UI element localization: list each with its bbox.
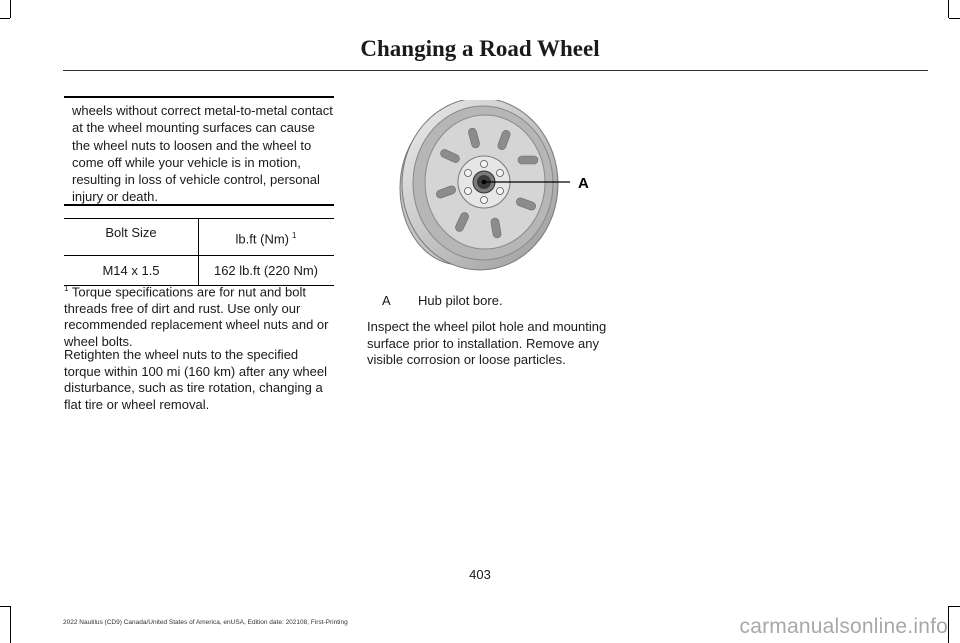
header-footnote-marker: 1 bbox=[292, 231, 297, 240]
crop-mark-br-v bbox=[948, 606, 949, 643]
crop-mark-tr-v bbox=[948, 0, 949, 18]
legend-key: A bbox=[382, 293, 391, 308]
cell-bolt-size: M14 x 1.5 bbox=[102, 263, 160, 278]
page-title: Changing a Road Wheel bbox=[360, 36, 600, 61]
footnote-text: Torque specifications are for nut and bolt threads free of dirt and rust. Use only our recommended replacement wheel nuts and or wheel bolts. bbox=[64, 284, 329, 349]
torque-table bbox=[64, 218, 334, 286]
crop-mark-tr-h bbox=[949, 18, 960, 19]
warning-text: wheels without correct metal-to-metal contact at the wheel mounting surfaces can cause the wheel nuts to loosen and the wheel to come off while your vehicle is in motion, resulting in loss of vehicle control, personal injury or death. bbox=[72, 103, 333, 205]
page-number: 403 bbox=[469, 567, 491, 582]
cell-torque: 162 lb.ft (220 Nm) bbox=[213, 263, 319, 278]
footnote-number: 1 bbox=[64, 284, 69, 293]
header-torque bbox=[198, 231, 334, 246]
footnote bbox=[64, 281, 336, 350]
retighten-paragraph: Retighten the wheel nuts to the specified torque within 100 mi (160 km) after any wheel disturbance, such as tire rotation, changing a flat tire or wheel removal. bbox=[64, 347, 328, 412]
legend-label: Hub pilot bore. bbox=[418, 293, 503, 308]
crop-mark-tl-v bbox=[10, 0, 11, 18]
watermark: carmanualsonline.info bbox=[739, 615, 948, 638]
table-header-row bbox=[64, 218, 334, 256]
crop-mark-br-h bbox=[949, 606, 960, 607]
wheel-illustration bbox=[388, 100, 628, 280]
inspect-paragraph: Inspect the wheel pilot hole and mounting surface prior to installation. Remove any visible corrosion or loose particles. bbox=[367, 319, 607, 367]
footer-edition: 2022 Nautilus (CD9) Canada/United States of America, enUSA, Edition date: 202108, First-Printing bbox=[63, 619, 348, 626]
crop-mark-bl-v bbox=[10, 606, 11, 643]
crop-mark-tl-h bbox=[0, 18, 10, 19]
crop-mark-bl-h bbox=[0, 606, 10, 607]
header-bolt-size: Bolt Size bbox=[105, 225, 157, 240]
warning-box bbox=[64, 96, 334, 206]
callout-label: A bbox=[578, 175, 589, 192]
header-torque-label: lb.ft (Nm) bbox=[235, 231, 289, 247]
title-rule bbox=[63, 70, 928, 71]
